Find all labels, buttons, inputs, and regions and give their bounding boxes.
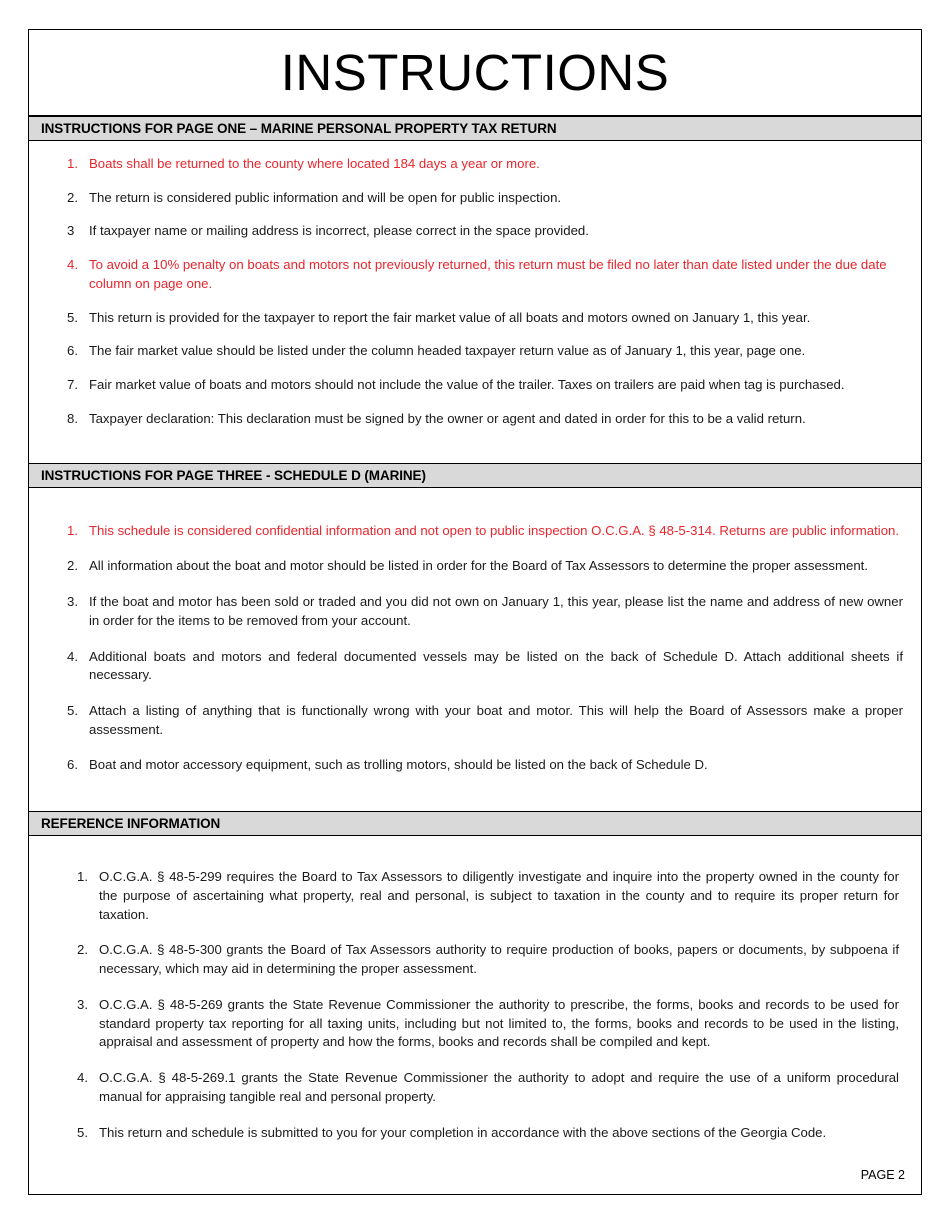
- list-item-number: 5.: [67, 703, 78, 719]
- list-item-number: 2.: [67, 558, 78, 574]
- list-item-text: O.C.G.A. § 48-5-269 grants the State Revenue Commissioner the authority to prescribe, the forms, books and records to be used for standard property tax reporting for all taxing units, including but not limited to, the forms, books and records to be used in the listing, appraisal and assessment of property and how the forms, books and records shall be compiled and kept.: [99, 996, 899, 1050]
- list-item-number: 4.: [77, 1070, 88, 1086]
- reference-information-list: [73, 868, 899, 1142]
- list-item-number: 8.: [67, 410, 78, 426]
- list-item: [63, 410, 905, 429]
- instruction-list-page-one: [63, 155, 905, 429]
- list-item-text: This return is provided for the taxpayer to report the fair market value of all boats and motors owned on January 1, this year.: [89, 309, 811, 325]
- list-item-number: 3.: [67, 594, 78, 610]
- list-item-text: This schedule is considered confidential information and not open to public inspection O.C.G.A. § 48-5-314. Returns are public information.: [89, 522, 900, 538]
- list-item-number: 5.: [67, 309, 78, 325]
- list-item: [63, 256, 905, 293]
- list-item: [63, 342, 905, 361]
- list-item-number: 6.: [67, 757, 78, 773]
- list-item-text: O.C.G.A. § 48-5-269.1 grants the State Revenue Commissioner the authority to adopt and require the use of a uniform procedural manual for appraising tangible real and personal property.: [99, 1070, 899, 1104]
- list-item: [63, 189, 905, 208]
- list-item-text: Taxpayer declaration: This declaration must be signed by the owner or agent and dated in order for this to be a valid return.: [89, 410, 806, 426]
- list-item-number: 7.: [67, 377, 78, 393]
- page-title: INSTRUCTIONS: [280, 44, 670, 101]
- section-header-page-one: [29, 116, 921, 141]
- section-header-schedule-d-label: INSTRUCTIONS FOR PAGE THREE - SCHEDULE D (MARINE): [41, 467, 426, 483]
- list-item-number: 4.: [67, 648, 78, 664]
- list-item-text: Attach a listing of anything that is functionally wrong with your boat and motor. This will help the Board of Assessors make a proper assessment.: [89, 703, 903, 737]
- list-item-number: 3.: [77, 996, 88, 1012]
- list-item-text: Boat and motor accessory equipment, such as trolling motors, should be listed on the back of Schedule D.: [89, 757, 708, 773]
- list-item: [63, 648, 903, 685]
- list-item-text: Fair market value of boats and motors should not include the value of the trailer. Taxes on trailers are paid when tag is purchased.: [89, 377, 845, 393]
- list-item: [63, 557, 903, 576]
- list-item-text: The return is considered public information and will be open for public inspection.: [89, 189, 562, 205]
- list-item-text: If taxpayer name or mailing address is incorrect, please correct in the space provided.: [89, 223, 589, 239]
- section-header-schedule-d: [29, 463, 921, 488]
- section-body-schedule-d: [29, 488, 921, 794]
- list-item: [63, 222, 905, 241]
- section-body-page-one: [29, 141, 921, 443]
- list-item: [63, 593, 903, 630]
- list-item: [73, 941, 899, 978]
- list-item: [73, 1069, 899, 1106]
- list-item-text: To avoid a 10% penalty on boats and motors not previously returned, this return must be filed no later than date listed under the due date column on page one.: [89, 257, 887, 291]
- section-header-reference-information: [29, 811, 921, 836]
- list-item-number: 1.: [67, 156, 78, 171]
- list-item: [63, 702, 903, 739]
- list-item-text: This return and schedule is submitted to you for your completion in accordance with the above sections of the Georgia Code.: [99, 1124, 827, 1140]
- list-item-text: O.C.G.A. § 48-5-300 grants the Board of Tax Assessors authority to require production of books, papers or documents, by subpoena if necessary, which may aid in determining the proper assessment.: [99, 942, 899, 977]
- list-item-text: If the boat and motor has been sold or traded and you did not own on January 1, this year, please list the name and address of new owner in order for the items to be removed from your account.: [89, 594, 903, 628]
- list-item-number: 5.: [77, 1124, 88, 1140]
- list-item-text: The fair market value should be listed under the column headed taxpayer return value as of January 1, this year, page one.: [89, 343, 806, 359]
- list-item-text: All information about the boat and motor should be listed in order for the Board of Tax Assessors to determine the proper assessment.: [89, 558, 868, 574]
- list-item-number: 4.: [67, 257, 78, 273]
- list-item-text: O.C.G.A. § 48-5-299 requires the Board to Tax Assessors to diligently investigate and inquire into the property owned in the county for the purpose of ascertaining what property, real and personal, is subject to taxation in the county and to require its proper return for taxation.: [99, 869, 899, 922]
- section-body-reference-information: [29, 836, 921, 1162]
- list-item-number: 3: [67, 223, 75, 239]
- list-item: [63, 756, 903, 775]
- list-item: [73, 868, 899, 924]
- list-item: [63, 155, 905, 174]
- list-item: [63, 309, 905, 328]
- list-item: [73, 996, 899, 1052]
- page-footer: PAGE 2: [860, 1168, 905, 1182]
- page-title-band: [29, 30, 921, 116]
- list-item-text: Additional boats and motors and federal documented vessels may be listed on the back of Schedule D. Attach additional sheets if necessary.: [89, 648, 903, 683]
- list-item-text: Boats shall be returned to the county where located 184 days a year or more.: [89, 156, 540, 171]
- section-header-page-one-label: INSTRUCTIONS FOR PAGE ONE – MARINE PERSONAL PROPERTY TAX RETURN: [41, 121, 557, 136]
- document-page: [28, 29, 922, 1195]
- list-item: [73, 1124, 899, 1143]
- list-item-number: 2.: [67, 189, 78, 205]
- section-header-reference-information-label: REFERENCE INFORMATION: [41, 816, 221, 832]
- list-item-number: 1.: [77, 869, 88, 885]
- instruction-list-schedule-d: [63, 522, 903, 776]
- list-item: [63, 376, 905, 395]
- list-item-number: 6.: [67, 343, 78, 359]
- list-item: [63, 522, 903, 541]
- list-item-number: 2.: [77, 942, 88, 958]
- list-item-number: 1.: [67, 522, 78, 538]
